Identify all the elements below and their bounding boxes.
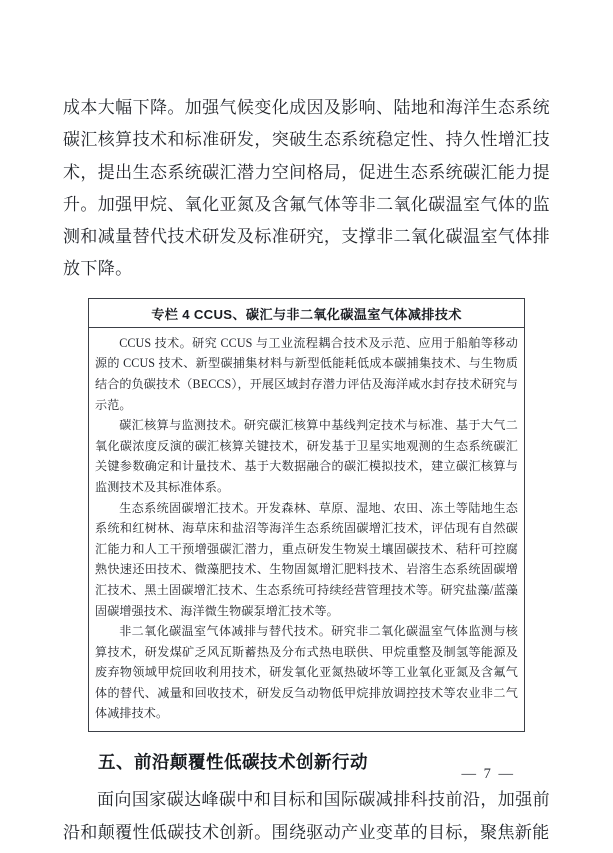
callout-paragraph-ecosystem-sink: 生态系统固碳增汇技术。开发森林、草原、湿地、农田、冻土等陆地生态系统和红树林、海草床和盐沼等海洋生态系统固碳增汇技术，评估现有自然碳汇能力和人工干预增强碳汇潜力，重点研发生物炭土壤固碳技术、秸秆可控腐熟快速还田技术、微藻肥技术、生物固氮增汇肥料技术、岩溶生态系统固碳增汇技术、黑土固碳增汇技术、生态系统可持续经营管理技术等。研究盐藻/蓝藻固碳增强技术、海洋微生物碳泵增汇技术等。	[95, 500, 518, 618]
callout-paragraph-non-co2: 非二氧化碳温室气体减排与替代技术。研究非二氧化碳温室气体监测与核算技术，研发煤矿乏风瓦斯蓄热及分布式热电联供、甲烷重整及制氢等能源及废弃物领域甲烷回收利用技术，研发氧化亚氮热破坏等工业氧化亚氮及含氟气体的替代、减量和回收技术，研发反刍动物低甲烷排放调控技术等农业非二气体减排技术。	[95, 624, 518, 721]
callout-box	[88, 298, 525, 732]
section-heading: 五、前沿颠覆性低碳技术创新行动	[98, 752, 368, 773]
callout-box-body	[89, 328, 524, 731]
section-paragraph: 面向国家碳达峰碳中和目标和国际碳减排科技前沿，加强前沿和颠覆性低碳技术创新。围绕驱动产业变革的目标，聚焦新能	[63, 790, 550, 843]
callout-paragraph-ccus: CCUS 技术。研究 CCUS 与工业流程耦合技术及示范、应用于船舶等移动源的 CCUS 技术、新型碳捕集材料与新型低能耗低成本碳捕集技术、与生物质结合的负碳技术（BECCS），开展区域封存潜力评估及海洋咸水封存技术研究与示范。	[95, 335, 518, 412]
page-number: — 7 —	[461, 766, 515, 782]
callout-box-title: 专栏 4 CCUS、碳汇与非二氧化碳温室气体减排技术	[89, 299, 524, 328]
callout-paragraph-carbon-sink-monitoring: 碳汇核算与监测技术。研究碳汇核算中基线判定技术与标准、基于大气二氧化碳浓度反演的碳汇核算关键技术，研发基于卫星实地观测的生态系统碳汇关键参数确定和计量技术、基于大数据融合的碳汇模拟技术，建立碳汇核算与监测技术及其标准体系。	[95, 418, 518, 494]
intro-paragraph: 成本大幅下降。加强气候变化成因及影响、陆地和海洋生态系统碳汇核算技术和标准研发，突破生态系统稳定性、持久性增汇技术，提出生态系统碳汇潜力空间格局，促进生态系统碳汇能力提升。加强甲烷、氧化亚氮及含氟气体等非二氧化碳温室气体的监测和减量替代技术研发及标准研究，支撑非二氧化碳温室气体排放下降。	[63, 98, 550, 279]
